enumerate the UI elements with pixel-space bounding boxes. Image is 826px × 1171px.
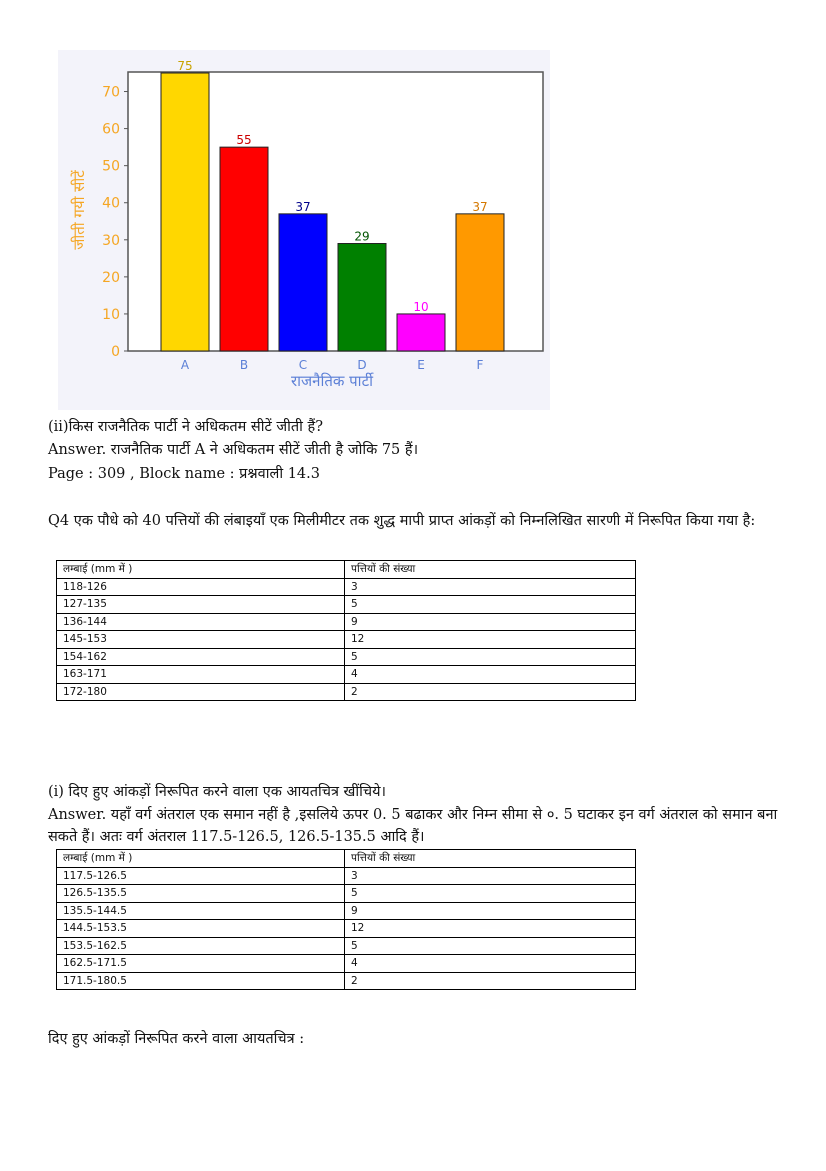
y-tick-label: 30 — [102, 232, 120, 249]
table-row — [57, 867, 636, 885]
column-header: लम्बाई (mm में ) — [57, 561, 345, 579]
length-cell: 153.5-162.5 — [57, 937, 345, 955]
length-cell: 136-144 — [57, 613, 345, 631]
y-tick-label: 60 — [102, 121, 120, 138]
bar-a — [161, 73, 209, 351]
column-header: पत्तियों की संख्या — [345, 850, 636, 868]
length-cell: 172-180 — [57, 683, 345, 701]
data-label: 37 — [295, 199, 311, 214]
length-cell: 171.5-180.5 — [57, 972, 345, 990]
histogram-caption: दिए हुए आंकड़ों निरूपित करने वाला आयतचित्र : — [48, 1031, 305, 1047]
bar-c — [279, 214, 327, 351]
answer-ii: Answer. राजनैतिक पार्टी A ने अधिकतम सीटें जीती है जोकि 75 हैं। — [48, 442, 419, 458]
bar-b — [220, 147, 268, 351]
page-reference: Page : 309 , Block name : प्रश्नवाली 14.3 — [48, 466, 320, 482]
table-row — [57, 902, 636, 920]
y-tick-label: 40 — [102, 195, 120, 212]
bar-f — [456, 214, 504, 351]
x-tick-label: E — [417, 358, 425, 372]
data-label: 29 — [354, 229, 370, 244]
count-cell: 3 — [345, 578, 636, 596]
length-cell: 154-162 — [57, 648, 345, 666]
count-cell: 4 — [345, 666, 636, 684]
table2-header-row — [57, 850, 636, 868]
table-row — [57, 683, 636, 701]
table-row — [57, 578, 636, 596]
x-tick-label: B — [239, 358, 249, 372]
question-4: Q4 एक पौधे को 40 पत्तियों की लंबाइयाँ एक मिलीमीटर तक शुद्ध मापी प्राप्त आंकड़ों को निम्नलिखित सारणी में निरूपित किया गया है: — [48, 513, 756, 529]
y-tick-label: 70 — [102, 84, 120, 101]
count-cell: 5 — [345, 596, 636, 614]
data-label: 37 — [472, 199, 488, 214]
x-tick-label: D — [357, 358, 367, 372]
question-i: (i) दिए हुए आंकड़ों निरूपित करने वाला एक आयतचित्र खींचिये। — [48, 784, 387, 800]
bar-d — [338, 244, 386, 351]
column-header: पत्तियों की संख्या — [345, 561, 636, 579]
table-row — [57, 631, 636, 649]
table-row — [57, 955, 636, 973]
length-cell: 118-126 — [57, 578, 345, 596]
count-cell: 5 — [345, 937, 636, 955]
y-tick-label: 10 — [102, 306, 120, 323]
table-row — [57, 972, 636, 990]
bar-chart — [58, 50, 550, 410]
bar-e — [397, 314, 445, 351]
length-cell: 135.5-144.5 — [57, 902, 345, 920]
data-label: 75 — [177, 59, 193, 73]
answer-i: Answer. यहाँ वर्ग अंतराल एक समान नहीं है ,इसलिये ऊपर 0. 5 बढाकर और निम्न सीमा से ०. 5 घटाकर इन वर्ग अंतराल को समान बना सकते हैं। अतः वर्ग अंतराल 117.5-126.5, 126.5-135.5 आदि हैं। — [48, 807, 778, 845]
length-cell: 144.5-153.5 — [57, 920, 345, 938]
x-tick-label: C — [298, 358, 308, 372]
count-cell: 2 — [345, 683, 636, 701]
table-row — [57, 666, 636, 684]
leaf-length-table — [56, 560, 636, 701]
count-cell: 12 — [345, 631, 636, 649]
x-axis-label: राजनैतिक पार्टी — [290, 372, 374, 390]
length-cell: 117.5-126.5 — [57, 867, 345, 885]
table-row — [57, 648, 636, 666]
y-tick-label: 0 — [111, 344, 120, 360]
count-cell: 2 — [345, 972, 636, 990]
table-row — [57, 920, 636, 938]
y-axis-label: जीती गयी सीटें — [70, 170, 88, 250]
count-cell: 12 — [345, 920, 636, 938]
count-cell: 5 — [345, 648, 636, 666]
length-cell: 127-135 — [57, 596, 345, 614]
data-label: 55 — [236, 133, 252, 148]
data-label: 10 — [413, 299, 429, 314]
count-cell: 9 — [345, 613, 636, 631]
count-cell: 3 — [345, 867, 636, 885]
table-row — [57, 937, 636, 955]
x-tick-label: A — [180, 358, 190, 372]
table-row — [57, 596, 636, 614]
table-row — [57, 613, 636, 631]
y-tick-label: 50 — [102, 158, 120, 175]
table-row — [57, 885, 636, 903]
question-ii: (ii)किस राजनैतिक पार्टी ने अधिकतम सीटें जीती हैं? — [48, 419, 323, 435]
length-cell: 163-171 — [57, 666, 345, 684]
count-cell: 4 — [345, 955, 636, 973]
length-cell: 126.5-135.5 — [57, 885, 345, 903]
table1-header-row — [57, 561, 636, 579]
x-tick-label: F — [476, 358, 484, 372]
count-cell: 9 — [345, 902, 636, 920]
y-tick-label: 20 — [102, 269, 120, 286]
column-header: लम्बाई (mm में ) — [57, 850, 345, 868]
adjusted-interval-table — [56, 849, 636, 990]
bar-chart-svg — [58, 50, 550, 410]
count-cell: 5 — [345, 885, 636, 903]
length-cell: 162.5-171.5 — [57, 955, 345, 973]
length-cell: 145-153 — [57, 631, 345, 649]
